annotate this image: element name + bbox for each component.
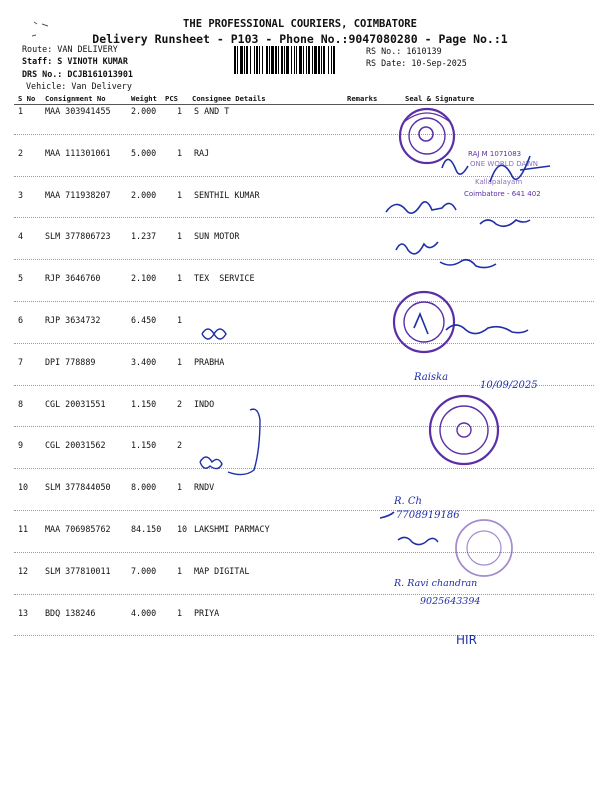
cell-pcs: 1 [177, 482, 183, 493]
cell-sno: 12 [18, 565, 29, 576]
svg-text:9025643394: 9025643394 [420, 596, 481, 607]
svg-text:HIR: HIR [456, 633, 477, 647]
cell-weight: 2.000 [131, 106, 157, 116]
cell-pcs: 1 [177, 273, 183, 284]
cell-sno: 10 [18, 482, 29, 493]
cell-weight: 1.237 [131, 231, 157, 242]
barcode-image [234, 46, 362, 74]
cell-sno: 11 [18, 524, 29, 534]
col-consignee: Consignee Details [192, 94, 266, 103]
cell-pcs: 1 [177, 231, 183, 242]
vehicle-label: Vehicle: Van Delivery [26, 81, 132, 91]
cell-consignee: MAP DIGITAL [194, 565, 250, 576]
signature-7 [413, 372, 538, 391]
signature-12 [393, 578, 480, 607]
cell-sno: 3 [18, 189, 24, 200]
cell-sno: 8 [18, 398, 24, 409]
col-remarks: Remarks [347, 94, 378, 103]
cell-sno: 5 [18, 273, 24, 284]
svg-text:RAJ M 1071083: RAJ M 1071083 [468, 150, 522, 158]
cell-weight: 3.400 [131, 356, 157, 367]
svg-text:R. Ravi chandran: R. Ravi chandran [394, 578, 478, 589]
cell-consignee: INDO [194, 398, 215, 409]
svg-text:Kallapalayam: Kallapalayam [475, 178, 523, 186]
signature-10-11 [393, 496, 460, 521]
col-pcs: PCS [165, 94, 178, 103]
cell-consignment: SLM 377806723 [45, 231, 111, 242]
cell-consignee: PRIYA [194, 607, 220, 618]
signature-6 [414, 314, 528, 334]
cell-sno: 6 [18, 315, 24, 325]
cell-consignment: SLM 377810011 [45, 565, 111, 576]
stamp-1 [400, 109, 454, 163]
cell-consignment: CGL 20031562 [45, 440, 106, 451]
consignee-doodles [192, 320, 282, 480]
cell-sno: 1 [18, 106, 24, 116]
stamp-11 [456, 520, 512, 576]
col-seal-signature: Seal & Signature [405, 94, 475, 103]
cell-pcs: 1 [177, 315, 183, 325]
cell-consignment: RJP 3634732 [45, 315, 101, 325]
scan-marks [30, 18, 60, 40]
signature-11-mark [380, 512, 394, 518]
cell-consignee: SENTHIL KUMAR [194, 189, 260, 200]
cell-pcs: 1 [177, 106, 183, 116]
svg-text:Coimbatore - 641 402: Coimbatore - 641 402 [464, 190, 541, 198]
cell-consignment: SLM 377844050 [45, 482, 111, 493]
cell-weight: 1.150 [131, 440, 157, 451]
cell-pcs: 1 [177, 189, 183, 200]
drs-number: DRS No.: DCJB161013901 [22, 69, 133, 79]
cell-weight: 7.000 [131, 565, 157, 576]
staff-label: Staff: S VINOTH KUMAR [22, 56, 128, 66]
col-weight: Weight [131, 94, 157, 103]
cell-consignment: CGL 20031551 [45, 398, 106, 409]
svg-text:7708919186: 7708919186 [396, 510, 460, 521]
rs-number: RS No.: 1610139 [366, 46, 442, 56]
cell-weight: 5.000 [131, 147, 157, 158]
cell-pcs: 1 [177, 607, 183, 618]
runsheet-subtitle: Delivery Runsheet - P103 - Phone No.:9047080280 - Page No.:1 [92, 32, 508, 46]
signature-11 [398, 537, 438, 544]
svg-text:ONE WORLD DAWN: ONE WORLD DAWN [470, 160, 539, 168]
cell-pcs: 1 [177, 356, 183, 367]
svg-text:R. Ch: R. Ch [394, 496, 422, 507]
stamp-8 [430, 396, 498, 464]
cell-consignee: S AND T [194, 106, 230, 116]
signatures-layer [380, 96, 600, 656]
cell-weight: 8.000 [131, 482, 157, 493]
cell-sno: 2 [18, 147, 24, 158]
cell-consignee: TEX SERVICE [194, 273, 255, 284]
svg-text:10/09/2025: 10/09/2025 [480, 380, 538, 391]
cell-consignment: RJP 3646760 [45, 273, 101, 284]
company-title: THE PROFESSIONAL COURIERS, COIMBATORE [183, 18, 417, 30]
cell-weight: 4.000 [131, 607, 157, 618]
signature-4 [396, 242, 496, 268]
route-label: Route: VAN DELIVERY [22, 44, 118, 54]
cell-sno: 7 [18, 356, 24, 367]
cell-sno: 9 [18, 440, 24, 451]
signature-13 [456, 633, 477, 647]
svg-text:Raiska: Raiska [414, 372, 449, 383]
cell-sno: 4 [18, 231, 24, 242]
cell-consignee: PRABHA [194, 356, 225, 367]
cell-weight: 1.150 [131, 398, 157, 409]
cell-consignment: MAA 303941455 [45, 106, 111, 116]
cell-consignee: RNDV [194, 482, 215, 493]
col-sno: S No [18, 94, 36, 103]
cell-pcs: 2 [177, 398, 183, 409]
rs-date: RS Date: 10-Sep-2025 [366, 58, 467, 68]
cell-consignment: MAA 706985762 [45, 524, 111, 534]
cell-pcs: 1 [177, 565, 183, 576]
cell-consignment: MAA 711938207 [45, 189, 111, 200]
cell-consignee: SUN MOTOR [194, 231, 240, 242]
col-consignment: Consignment No [45, 94, 106, 103]
cell-consignment: BDQ 138246 [45, 607, 96, 618]
cell-consignment: MAA 111301061 [45, 147, 111, 158]
cell-consignee: LAKSHMI PARMACY [194, 524, 270, 534]
cell-consignee: RAJ [194, 147, 210, 158]
cell-weight: 2.100 [131, 273, 157, 284]
cell-pcs: 2 [177, 440, 183, 451]
cell-consignment: DPI 778889 [45, 356, 96, 367]
cell-weight: 6.450 [131, 315, 157, 325]
cell-pcs: 1 [177, 147, 183, 158]
cell-weight: 84.150 [131, 524, 162, 534]
cell-sno: 13 [18, 607, 29, 618]
signature-3 [386, 202, 530, 226]
cell-weight: 2.000 [131, 189, 157, 200]
cell-pcs: 10 [177, 524, 188, 534]
